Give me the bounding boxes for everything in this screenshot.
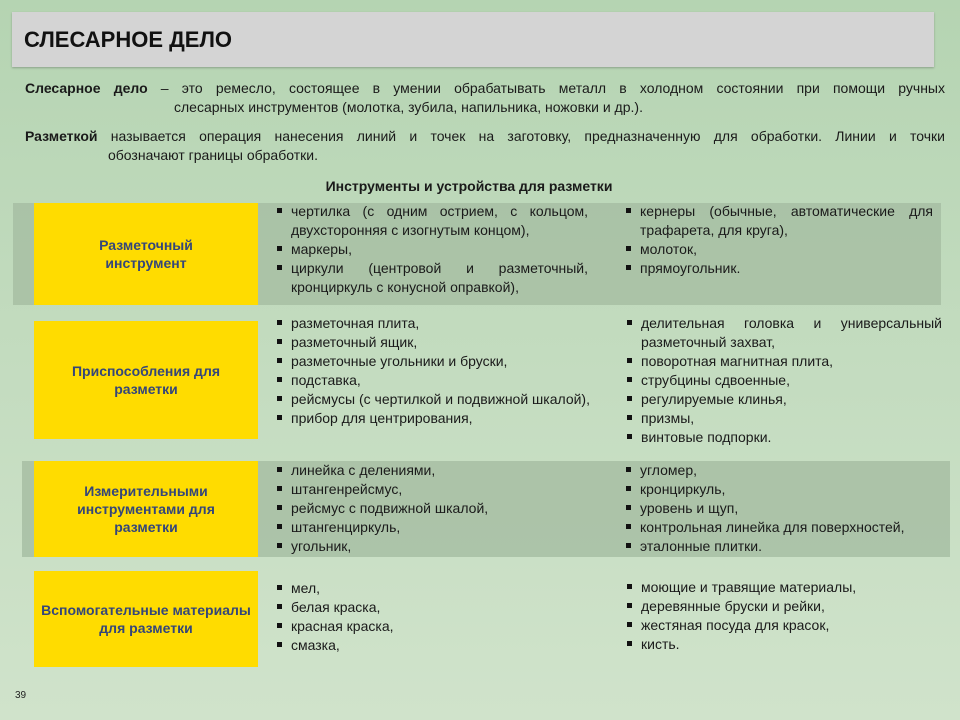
list-item: подставка, bbox=[276, 371, 598, 390]
table-title-wrap bbox=[0, 178, 906, 194]
category-auxiliary-materials bbox=[34, 571, 258, 667]
category-label: Измерительными инструментами для разметки bbox=[77, 483, 215, 535]
page-title: СЛЕСАРНОЕ ДЕЛО bbox=[24, 27, 233, 52]
list-item: жестяная посуда для красок, bbox=[626, 616, 942, 635]
list-item: разметочные угольники и бруски, bbox=[276, 352, 598, 371]
list-item: поворотная магнитная плита, bbox=[626, 352, 942, 371]
list-item: кронциркуль, bbox=[625, 480, 945, 499]
definition-locksmithing-2: слесарных инструментов (молотка, зубила, напильника, ножовки и др.). bbox=[174, 99, 643, 115]
list-item: винтовые подпорки. bbox=[626, 428, 942, 447]
list-item: маркеры, bbox=[276, 240, 588, 259]
list-item: деревянные бруски и рейки, bbox=[626, 597, 942, 616]
list-item: молоток, bbox=[625, 240, 933, 259]
category-marking-fixtures bbox=[34, 321, 258, 439]
list-item: моющие и травящие материалы, bbox=[626, 578, 942, 597]
category-label: Приспособления для разметки bbox=[71, 363, 221, 397]
list-item: красная краска, bbox=[276, 617, 598, 636]
list-right bbox=[626, 314, 942, 447]
intro-line-2a bbox=[25, 127, 945, 146]
list-item: штангенциркуль, bbox=[276, 518, 598, 537]
category-label: Разметочный инструмент bbox=[99, 237, 193, 271]
list-item: эталонные плитки. bbox=[625, 537, 945, 556]
list-item: чертилка (с одним острием, с кольцом, двухсторонняя с изогнутым концом), bbox=[276, 202, 588, 240]
list-item: угольник, bbox=[276, 537, 598, 556]
list-item: контрольная линейка для поверхностей, bbox=[625, 518, 945, 537]
list-item: прямоугольник. bbox=[625, 259, 933, 278]
category-marking-tools bbox=[34, 203, 258, 305]
list-item: разметочная плита, bbox=[276, 314, 598, 333]
list-item: линейка с делениями, bbox=[276, 461, 598, 480]
list-item: кисть. bbox=[626, 635, 942, 654]
category-measuring-tools bbox=[34, 461, 258, 557]
list-item: кернеры (обычные, автоматические для трафарета, для круга), bbox=[625, 202, 933, 240]
list-left bbox=[276, 314, 598, 428]
term-marking: Разметкой bbox=[25, 128, 98, 144]
intro-line-1a bbox=[25, 79, 945, 98]
definition-marking-1: называется операция нанесения линий и точек на заготовку, предназначенную для обработки. Линии и точки bbox=[97, 128, 945, 144]
category-label: Вспомогательные материалы для разметки bbox=[41, 602, 251, 636]
definition-locksmithing-1: – это ремесло, состоящее в умении обрабатывать металл в холодном состоянии при помощи ручных bbox=[147, 80, 945, 96]
list-right bbox=[626, 578, 942, 654]
list-left bbox=[276, 202, 588, 297]
list-item: струбцины сдвоенные, bbox=[626, 371, 942, 390]
list-item: угломер, bbox=[625, 461, 945, 480]
list-item: призмы, bbox=[626, 409, 942, 428]
list-left bbox=[276, 461, 598, 556]
list-item: штангенрейсмус, bbox=[276, 480, 598, 499]
list-item: белая краска, bbox=[276, 598, 598, 617]
list-item: рейсмусы (с чертилкой и подвижной шкалой), bbox=[276, 390, 598, 409]
list-item: делительная головка и универсальный разметочный захват, bbox=[626, 314, 942, 352]
list-item: мел, bbox=[276, 579, 598, 598]
list-left bbox=[276, 579, 598, 655]
list-item: уровень и щуп, bbox=[625, 499, 945, 518]
list-item: смазка, bbox=[276, 636, 598, 655]
title-bar bbox=[12, 12, 934, 67]
term-locksmithing: Слесарное дело bbox=[25, 80, 148, 96]
list-right bbox=[625, 202, 933, 278]
list-item: прибор для центрирования, bbox=[276, 409, 598, 428]
list-item: регулируемые клинья, bbox=[626, 390, 942, 409]
page-number: 39 bbox=[15, 690, 27, 701]
list-item: разметочный ящик, bbox=[276, 333, 598, 352]
definition-marking-2: обозначают границы обработки. bbox=[108, 147, 318, 163]
table-title: Инструменты и устройства для разметки bbox=[325, 178, 613, 194]
list-item: рейсмус с подвижной шкалой, bbox=[276, 499, 598, 518]
list-item: циркули (центровой и разметочный, кронциркуль с конусной оправкой), bbox=[276, 259, 588, 297]
list-right bbox=[625, 461, 945, 556]
